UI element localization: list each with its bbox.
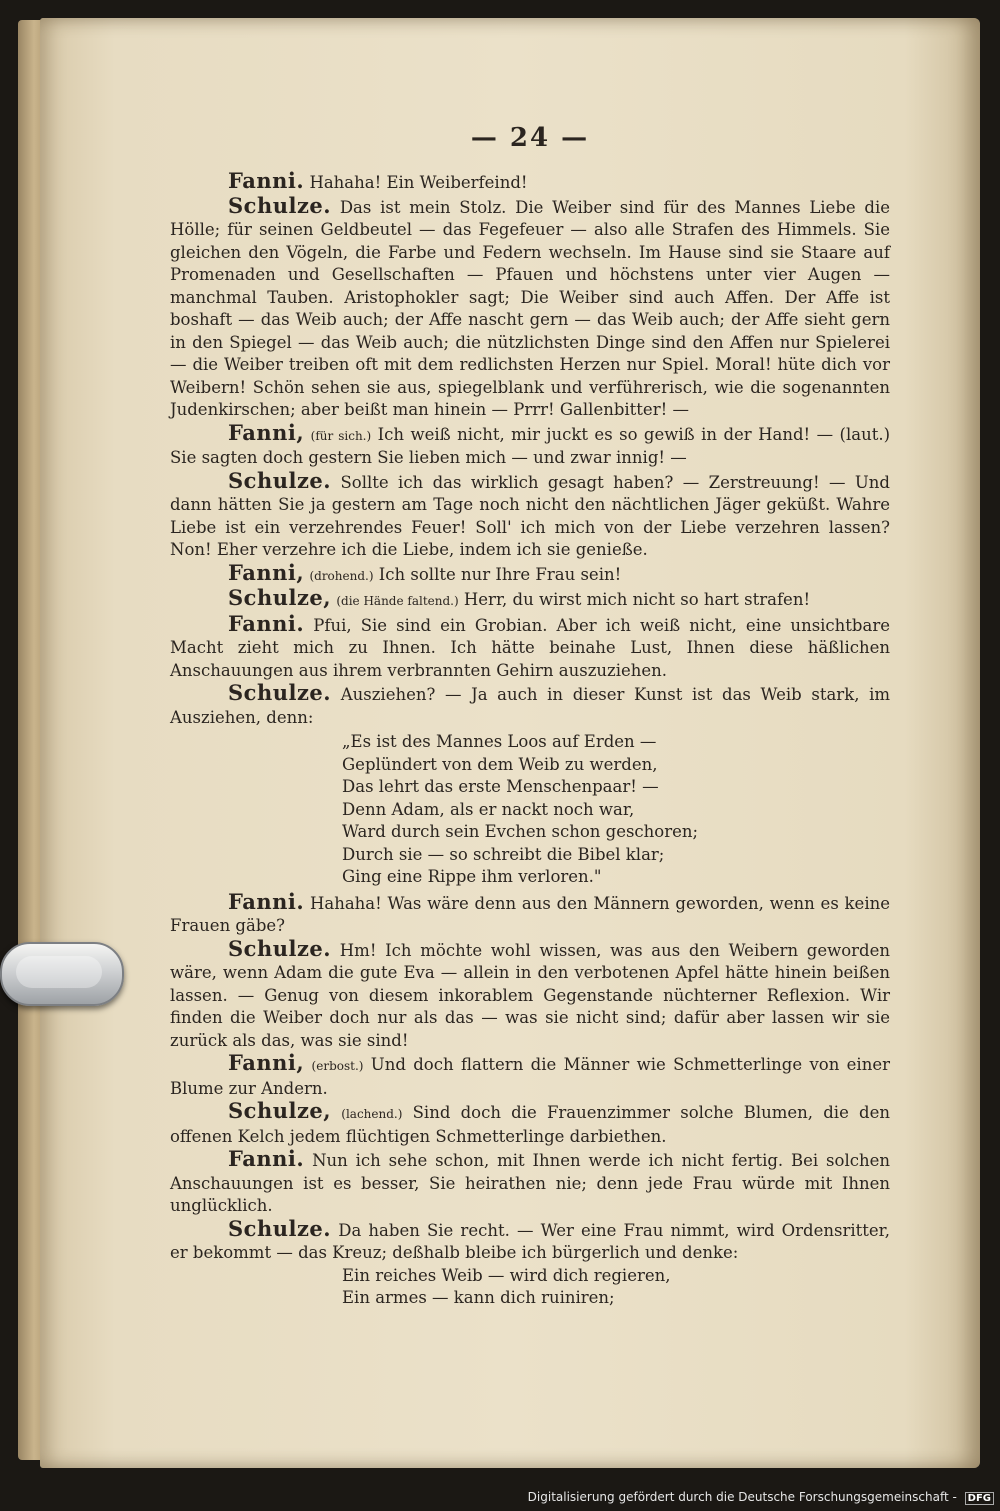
dfg-logo: DFG xyxy=(965,1492,994,1505)
page-clip xyxy=(0,942,124,1006)
speech-text: Hahaha! Was wäre denn aus den Männern geworden, wenn es keine Frauen gäbe? xyxy=(170,893,890,935)
speech-text: Ich sollte nur Ihre Frau sein! xyxy=(378,564,622,584)
speech-paragraph xyxy=(170,610,890,683)
speech-paragraph xyxy=(170,888,890,938)
verse-closing xyxy=(342,1265,890,1310)
speaker-name: Fanni, xyxy=(228,1050,305,1075)
verse-line: „Es ist des Mannes Loos auf Erden — xyxy=(342,732,657,751)
speaker-name: Fanni. xyxy=(228,888,305,914)
speech-paragraph xyxy=(170,559,890,588)
digitization-footer xyxy=(528,1487,994,1507)
speech-paragraph xyxy=(170,1100,890,1148)
speech-text: Und doch flattern die Männer wie Schmetterlinge von einer Blume zur Andern. xyxy=(170,1055,890,1098)
verse-line: Denn Adam, als er nackt noch war, xyxy=(342,799,635,819)
speaker-name: Fanni. xyxy=(228,1146,305,1171)
speech-text: Da haben Sie recht. — Wer eine Frau nimmt, wird Ordensritter, er bekommt — das Kreuz; deßhalb bleibe ich bürgerlich und denke: xyxy=(170,1220,890,1262)
verse-line: Ging eine Rippe ihm verloren." xyxy=(342,867,602,886)
stage-direction: (die Hände faltend.) xyxy=(336,594,459,608)
speech-text: Sollte ich das wirklich gesagt haben? — Zerstreuung! — Und dann hätten Sie ja gestern am Tage noch nicht den nächtlichen Jäger geküßt. Wahre Liebe ist ein verzehrendes Feuer! Soll' ich mich von der Liebe verzehren lassen? Non! Eher verzehre ich die Liebe, indem ich sie genieße. xyxy=(170,472,890,559)
speaker-name: Fanni. xyxy=(228,610,305,636)
stage-direction: (erbost.) xyxy=(311,1059,364,1073)
speech-paragraph xyxy=(170,1148,890,1218)
speaker-name: Schulze. xyxy=(228,1215,332,1241)
speech-text: Sind doch die Frauenzimmer solche Blumen, die den offenen Kelch jedem flüchtigen Schmetterlinge darbiethen. xyxy=(170,1103,890,1146)
clip-highlight xyxy=(16,956,102,988)
speaker-name: Schulze. xyxy=(228,467,332,493)
speaker-name: Fanni, xyxy=(228,419,305,445)
dialogue-part-2 xyxy=(170,888,890,1265)
stage-direction: (für sich.) xyxy=(310,428,372,443)
verse-line: Ein reiches Weib — wird dich regieren, xyxy=(342,1265,671,1285)
page-text xyxy=(170,118,890,1310)
speech-text: Herr, du wirst mich nicht so hart strafen! xyxy=(463,590,811,609)
verse-line: Das lehrt das erste Menschenpaar! — xyxy=(342,777,659,796)
speech-text: Das ist mein Stolz. Die Weiber sind für des Mannes Liebe die Hölle; für seinen Geldbeutel — das Fegefeuer — also alle Strafen des Himmels. Sie gleichen den Vögeln, die Farbe und Federn wechseln. Im Hause sind sie Staare auf Promenaden und Gesellschaften — Pfauen und höchstens unter vier Augen — manchmal Tauben. Aristophokler sagt; Die Weiber sind auch Affen. Der Affe ist boshaft — das Weib auch; der Affe nascht gern — das Weib auch; der Affe sieht gern in den Spiegel — das Weib auch; die nützlichsten Dinge sind den Affen nur Spielerei — die Weiber treiben oft mit dem redlichsten Herzen nur Spiel. Moral! hüte dich vor Weibern! Schön sehen sie aus, spiegelblank und verführerisch, wie die sogenannten Judenkirschen; aber beißt man hinein — Prrr! Gallenbitter! — xyxy=(170,197,890,419)
footer-text: Digitalisierung gefördert durch die Deutsche Forschungsgemeinschaft - xyxy=(527,1490,957,1504)
speech-text: Pfui, Sie sind ein Grobian. Aber ich weiß nicht, eine unsichtbare Macht zieht mich zu Ihnen. Ich hätte beinahe Lust, Ihnen diese häßlichen Anschauungen aus ihrem verbrannten Gehirn auszuziehen. xyxy=(170,615,890,680)
verse-line: Ein armes — kann dich ruiniren; xyxy=(342,1288,615,1307)
speaker-name: Schulze. xyxy=(228,192,332,218)
speech-paragraph xyxy=(170,1052,890,1100)
speech-paragraph xyxy=(170,1215,890,1265)
verse-quote xyxy=(342,731,890,889)
speaker-name: Schulze, xyxy=(228,585,332,610)
speech-text: Ausziehen? — Ja auch in dieser Kunst ist das Weib stark, im Ausziehen, denn: xyxy=(170,685,890,727)
speech-text: Hahaha! Ein Weiberfeind! xyxy=(309,173,528,192)
dialogue-part-1 xyxy=(170,170,890,729)
speech-paragraph xyxy=(170,192,890,422)
speech-paragraph xyxy=(170,587,890,613)
speech-text: Hm! Ich möchte wohl wissen, was aus den Weibern geworden wäre, wenn Adam die gute Eva — allein in den verbotenen Apfel hätte hinein beißen lassen. — Genug von diesem inkorablem Gegenstande nüchterner Reflexion. Wir finden die Weiber doch nur als das — was sie nicht sind; dafür aber lassen wir sie zurück als das, was sie sind! xyxy=(170,940,890,1050)
speaker-name: Fanni, xyxy=(228,559,305,585)
verse-line: Ward durch sein Evchen schon geschoren; xyxy=(342,822,699,841)
speech-paragraph xyxy=(170,935,890,1053)
page-number: — 24 — xyxy=(470,123,590,153)
speech-paragraph xyxy=(170,170,890,195)
speech-text: Nun ich sehe schon, mit Ihnen werde ich nicht fertig. Bei solchen Anschauungen ist es besser, Sie heirathen nie; denn jede Frau würde mit Ihnen unglücklich. xyxy=(170,1151,890,1215)
speaker-name: Schulze. xyxy=(228,680,332,705)
speech-paragraph xyxy=(170,467,890,562)
stage-direction: (lachend.) xyxy=(341,1107,403,1121)
verse-line: Geplündert von dem Weib zu werden, xyxy=(342,754,658,774)
verse-line: Durch sie — so schreibt die Bibel klar; xyxy=(342,844,665,864)
speech-paragraph xyxy=(170,682,890,729)
speech-paragraph xyxy=(170,419,891,470)
speaker-name: Schulze, xyxy=(228,1098,332,1123)
speaker-name: Fanni. xyxy=(228,168,305,193)
stage-direction: (drohend.) xyxy=(309,568,374,583)
speech-text: Ich weiß nicht, mir juckt es so gewiß in der Hand! — (laut.) Sie sagten doch gestern Sie lieben mich — und zwar innig! — xyxy=(170,424,891,467)
speaker-name: Schulze. xyxy=(228,935,332,961)
